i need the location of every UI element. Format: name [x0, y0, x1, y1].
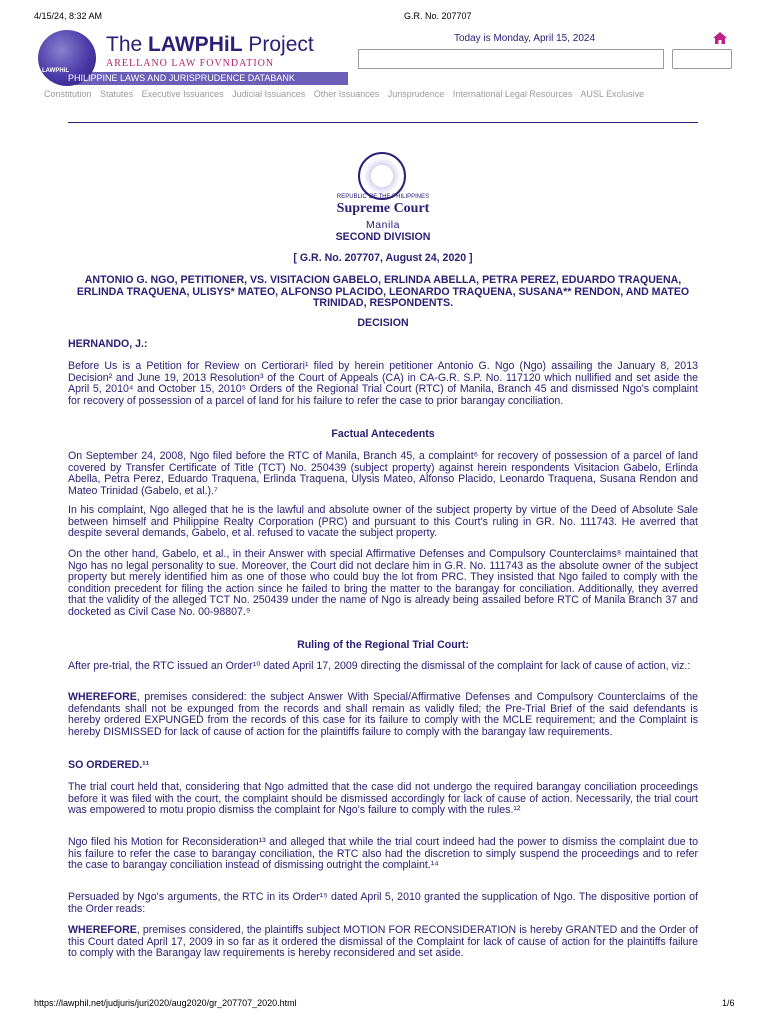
print-datetime: 4/15/24, 8:32 AM — [34, 11, 103, 21]
paragraph-text: , premises considered, the plaintiffs subject MOTION FOR RECONSIDERATION is hereby GRANTED and the Order of this Court dated April 17, 2009 in so far as it ordered the dismissal of the Complaint for lack of cause of action for the plaintiffs failure to comply with the Barangay law requirements is hereby reconsidered and set aside. — [68, 924, 698, 960]
paragraph — [68, 505, 698, 540]
today-date: Today is Monday, April 15, 2024 — [454, 33, 596, 44]
print-url: https://lawphil.net/judjuris/juri2020/aug2020/gr_207707_2020.html — [34, 998, 297, 1008]
site-logo[interactable] — [36, 30, 348, 86]
nav-statutes[interactable]: Statutes — [100, 89, 134, 99]
home-icon[interactable] — [712, 31, 728, 45]
nav-ausl-exclusive[interactable]: AUSL Exclusive — [580, 89, 645, 99]
nav-jurisprudence[interactable]: Jurisprudence — [387, 89, 445, 99]
paragraph-text: On September 24, 2008, Ngo filed before the RTC of Manila, Branch 45, a complaint⁶ for recovery of possession of a parcel of land covered by Transfer Certificate of Title (TCT) No. 250439 (subject property) against herein respondents Visitacion Gabelo, Erlinda Abella, Petra Perez, Eduardo Traquena, Erlinda Traquena, Ulysis Mateo, Alfonso Placido, Leonardo Traquena, Susana Rendon and Mateo Trinidad (Gabelo, et al.).⁷ — [68, 450, 698, 497]
paragraph-text: After pre-trial, the RTC issued an Order¹⁰ dated April 17, 2009 directing the dismissal of the complaint for lack of cause of action, viz.: — [68, 660, 691, 672]
title-brand: LAWPHiL — [148, 33, 243, 56]
paragraph — [68, 451, 698, 497]
so-ordered: SO ORDERED.¹¹ — [68, 759, 150, 771]
title-suffix: Project — [242, 33, 314, 56]
wherefore-lead: WHEREFORE — [68, 691, 137, 703]
title-prefix: The — [106, 33, 149, 56]
paragraph-text: Before Us is a Petition for Review on Certiorari¹ filed by herein petitioner Antonio G. Ngo (Ngo) assailing the January 8, 2013 Decision² and June 19, 2013 Resolution³ of the Court of Appeals (CA) in CA-G.R. S.P. No. 117120 which nullified and set aside the April 5, 2010⁴ and October 15, 2010⁵ Orders of the Regional Trial Court (RTC) of Manila, Branch 45 and dismissed Ngo's complaint for recovery of possession of a parcel of land for his failure to refer the case to prior barangay conciliation. — [68, 360, 698, 407]
case-parties: ANTONIO G. NGO, PETITIONER, VS. VISITACION GABELO, ERLINDA ABELLA, PETRA PEREZ, EDUARDO TRAQUENA, ERLINDA TRAQUENA, ULISYS* MATEO, ALFONSO PLACIDO, LEONARDO TRAQUENA, SUSANA** RENDON, AND MATEO TRINIDAD, RESPONDENTS. — [76, 274, 690, 310]
supreme-court-seal-icon — [358, 152, 406, 200]
paragraph — [68, 925, 698, 960]
main-nav — [44, 89, 650, 99]
print-doc-title: G.R. No. 207707 — [404, 11, 472, 21]
ponente: HERNANDO, J.: — [68, 338, 148, 350]
paragraph — [68, 892, 698, 915]
search-input[interactable] — [358, 49, 664, 69]
paragraph-text: Ngo filed his Motion for Reconsideration¹³ and alleged that while the trial court indeed had the power to dismiss the complaint due to his failure to refer the case to barangay conciliation, the RTC also had the discretion to simply suspend the proceedings and to refer the case to barangay conciliation instead of dismissing outright the complaint.¹⁴ — [68, 836, 698, 872]
site-title — [106, 33, 314, 57]
decision-heading: DECISION — [357, 317, 409, 329]
court-city: Manila — [366, 219, 400, 231]
paragraph — [68, 361, 698, 407]
search-button[interactable] — [672, 49, 732, 69]
nav-constitution[interactable]: Constitution — [44, 89, 92, 99]
site-band-text: PHILIPPINE LAWS AND JURISPRUDENCE DATABANK — [68, 73, 295, 83]
wherefore-lead: WHEREFORE — [68, 924, 137, 936]
paragraph-text: On the other hand, Gabelo, et al., in their Answer with special Affirmative Defenses and Compulsory Counterclaims⁸ maintained that Ngo has no legal personality to sue. Moreover, the Court did not declare him in G.R. No. 111743 as the absolute owner of the subject property but merely identified him as one of those who could buy the lot from PRC. They insisted that Ngo failed to comply with the condition precedent for filing the action since he failed to bring the matter to the barangay for conciliation. Additionally, they averred that the validity of the alleged TCT No. 250439 under the name of Ngo is already being assailed before RTC of Manila Branch 37 and docketed as Civil Case No. 00-98807.⁹ — [68, 548, 698, 618]
paragraph-text: The trial court held that, considering that Ngo admitted that the case did not undergo the required barangay conciliation proceedings before it was filed with the court, the complaint should be dismissed accordingly for lack of cause of action. Necessarily, the trial court was empowered to motu propio dismiss the complaint for Ngo's failure to comply with the rules.¹² — [68, 781, 698, 817]
header-divider — [68, 122, 698, 123]
paragraph — [68, 692, 698, 738]
paragraph — [68, 782, 698, 817]
paragraph-text: , premises considered: the subject Answer With Special/Affirmative Defenses and Compulsory Counterclaims of the defendants shall not be expunged from the records and shall remain as validly filed; the Pre-Trial Brief of the said defendants is hereby ordered EXPUNGED from the records of this case for its failure to comply with the MCLE requirement; and the Complaint is hereby DISMISSED for lack of cause of action for the plaintiffs failure to comply with the barangay law requirements. — [68, 691, 698, 738]
nav-international-legal-resources[interactable]: International Legal Resources — [452, 89, 573, 99]
division: SECOND DIVISION — [335, 231, 431, 243]
section-heading: Ruling of the Regional Trial Court: — [297, 639, 469, 651]
paragraph — [68, 837, 698, 872]
republic-label: REPUBLIC OF THE PHILIPPINES — [336, 194, 430, 200]
paragraph-text: Persuaded by Ngo's arguments, the RTC in its Order¹⁵ dated April 5, 2010 granted the supplication of Ngo. The dispositive portion of the Order reads: — [68, 891, 698, 915]
paragraph-text: In his complaint, Ngo alleged that he is the lawful and absolute owner of the subject property by virtue of the Deed of Absolute Sale between himself and Philippine Realty Corporation (PRC) and pursuant to this Court's ruling in GR. No. 111743. He averred that despite several demands, Gabelo, et al. refused to vacate the subject property. — [68, 504, 698, 540]
paragraph — [68, 549, 698, 619]
section-heading: Factual Antecedents — [331, 428, 435, 440]
nav-judicial-issuances[interactable]: Judicial Issuances — [232, 89, 306, 99]
site-subtitle: ARELLANO LAW FOVNDATION — [106, 58, 275, 69]
paragraph — [68, 661, 698, 673]
case-number: [ G.R. No. 207707, August 24, 2020 ] — [293, 252, 473, 264]
nav-other-issuances[interactable]: Other Issuances — [313, 89, 380, 99]
emblem-label: LAWPHiL — [42, 68, 69, 74]
court-name: Supreme Court — [336, 201, 430, 216]
print-page: 1/6 — [722, 998, 735, 1008]
nav-executive-issuances[interactable]: Executive Issuances — [141, 89, 224, 99]
